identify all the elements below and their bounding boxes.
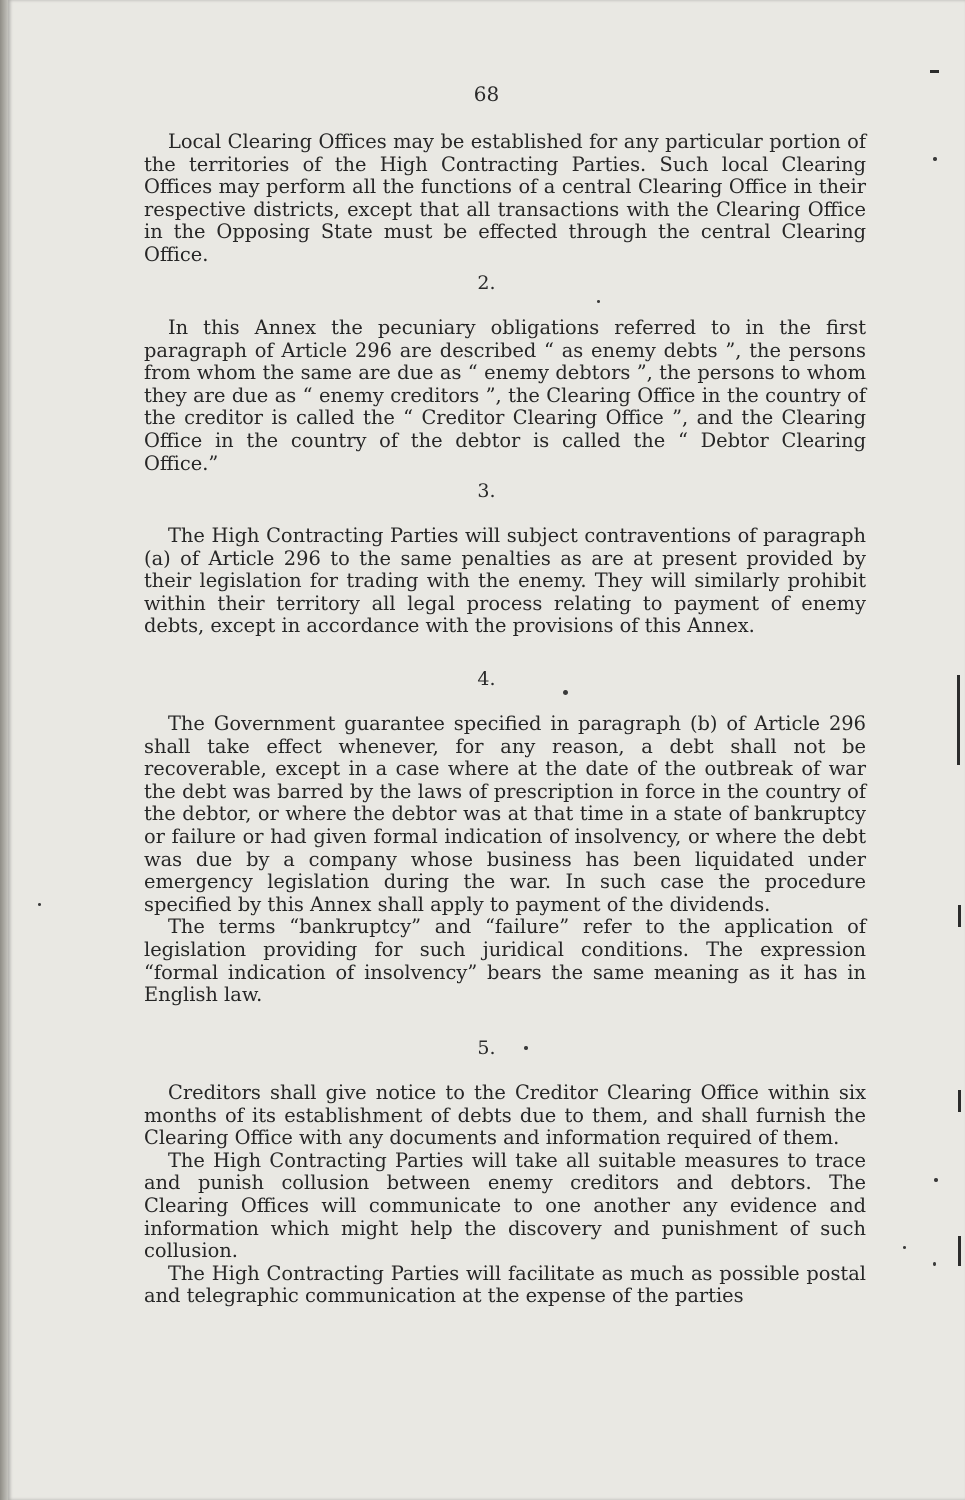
paragraph-definitions (144, 317, 866, 475)
paragraph-text: Local Clearing Offices may be established for any particular portion of the territories of the High Contracting Parties. Such local Clearing Offices may perform all the functions of a central Clearing Office in their respective districts, except that all transactions with the Clearing Office in the Opposing State must be effected through the central Clearing Office. (144, 130, 866, 266)
paragraph-text: Creditors shall give notice to the Creditor Clearing Office within six months of its establishment of debts due to them, and shall furnish the Clearing Office with any documents and information required of them. (144, 1081, 866, 1150)
scan-speck (524, 1046, 528, 1050)
paragraph-text: The High Contracting Parties will facilitate as much as possible postal and telegraphic communication at the expense of the parties (144, 1261, 866, 1308)
scan-speck (933, 1262, 936, 1266)
paragraph-text: The terms “bankruptcy” and “failure” refer to the application of legislation providing for such juridical conditions. The expression “formal indication of insolvency” bears the same meaning as it has in English law. (144, 915, 866, 1007)
scan-mark (930, 70, 939, 73)
scan-mark (958, 905, 961, 927)
scan-speck (903, 1246, 906, 1249)
section-number-2: 2. (477, 272, 496, 294)
scan-mark (958, 1236, 961, 1266)
scan-speck (933, 157, 937, 161)
paragraph-creditors-notice (144, 1082, 866, 1308)
page-number: 68 (473, 82, 500, 106)
paragraph-text: In this Annex the pecuniary obligations referred to in the first paragraph of Article 296 are described “ as enemy debts ”, the persons from whom the same are due as “ enemy debtors ”, the persons to whom they are due as “ enemy creditors ”, the Clearing Office in the country of the creditor is called the “ Creditor Clearing Office ”, and the Clearing Office in the country of the debtor is called the “ Debtor Clearing Office.” (144, 316, 866, 475)
scan-speck (38, 903, 41, 906)
section-number-5: 5. (477, 1037, 496, 1059)
scan-mark (957, 675, 960, 765)
paragraph-contraventions (144, 525, 866, 638)
scan-speck (934, 1178, 938, 1182)
scan-mark (958, 1090, 961, 1112)
section-number-3: 3. (477, 480, 496, 502)
section-number-4: 4. (477, 668, 496, 690)
paragraph-government-guarantee (144, 713, 866, 1007)
page-binding-edge (0, 0, 8, 1500)
paragraph-clearing-offices (144, 131, 866, 267)
scan-speck (563, 690, 568, 695)
scan-speck (597, 300, 600, 303)
document-page (8, 0, 965, 1500)
paragraph-text: The Government guarantee specified in paragraph (b) of Article 296 shall take effect whenever, for any reason, a debt shall not be recoverable, except in a case where at the date of the outbreak of war the debt was barred by the laws of prescription in force in the country of the debtor, or where the debtor was at that time in a state of bankruptcy or failure or had given formal indication of insolvency, or where the debt was due by a company whose business has been liquidated under emergency legislation during the war. In such case the procedure specified by this Annex shall apply to payment of the dividends. (144, 712, 866, 916)
paragraph-text: The High Contracting Parties will subject contraventions of paragraph (a) of Article 296 to the same penalties as are at present provided by their legislation for trading with the enemy. They will similarly prohibit within their territory all legal process relating to payment of enemy debts, except in accordance with the provisions of this Annex. (144, 524, 866, 638)
paragraph-text: The High Contracting Parties will take all suitable measures to trace and punish collusion between enemy creditors and debtors. The Clearing Offices will communicate to one another any evidence and information which might help the discovery and punishment of such collusion. (144, 1148, 866, 1263)
